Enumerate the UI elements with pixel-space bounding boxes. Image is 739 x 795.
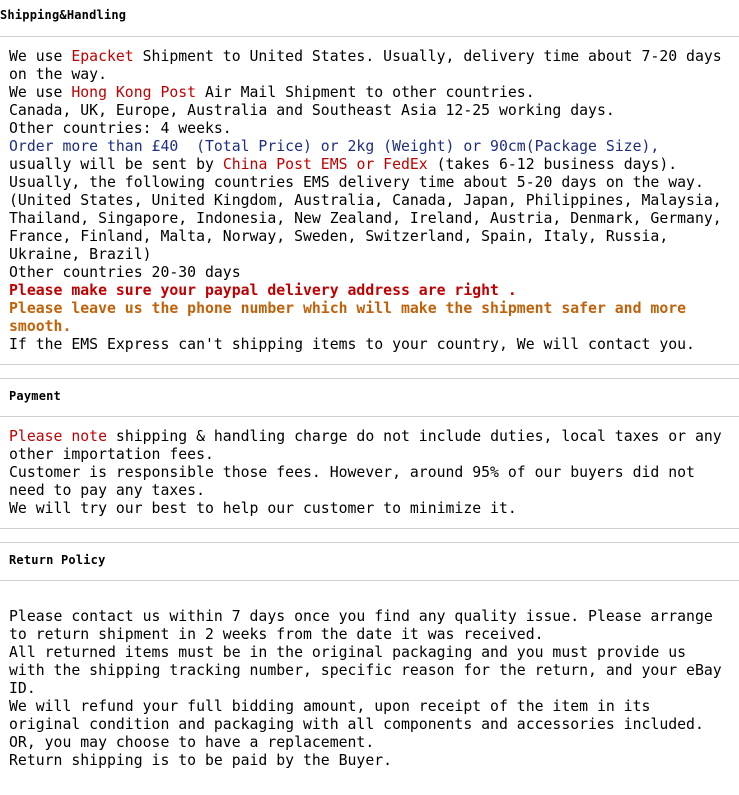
text-line	[9, 644, 733, 662]
shipping-title-divider	[0, 36, 739, 37]
text-line	[9, 48, 733, 66]
text-segment: need to pay any taxes.	[9, 482, 205, 499]
text-line	[9, 446, 733, 464]
text-line	[9, 246, 733, 264]
text-segment: OR, you may choose to have a replacement.	[9, 734, 375, 751]
payment-top-divider	[0, 378, 739, 379]
payment-title-divider	[0, 416, 739, 417]
payment-end-divider	[0, 528, 739, 529]
text-segment: with the shipping tracking number, specific reason for the return, and your eBay	[9, 662, 722, 679]
text-segment: (takes 6-12 business days).	[427, 156, 678, 173]
text-line	[9, 282, 733, 300]
text-segment: Order more than £40 (Total Price) or 2kg (Weight) or 90cm(Package Size),	[9, 138, 660, 155]
text-segment: China Post EMS or FedEx	[222, 156, 428, 173]
text-segment: smooth.	[9, 318, 72, 335]
text-segment: Please make sure your paypal delivery address are right .	[9, 282, 517, 299]
text-segment: Canada, UK, Europe, Australia and Southeast Asia 12-25 working days.	[9, 102, 615, 119]
text-line	[9, 716, 733, 734]
text-segment: Epacket	[71, 48, 134, 65]
text-segment: usually will be sent by	[9, 156, 223, 173]
text-line	[9, 608, 733, 626]
text-segment: Shipment to United States. Usually, delivery time about 7-20 days	[133, 48, 722, 65]
payment-text-block	[9, 428, 733, 518]
text-segment: We use	[9, 84, 72, 101]
returns-section-title: Return Policy	[9, 553, 106, 567]
text-line	[9, 138, 733, 156]
text-line	[9, 680, 733, 698]
text-segment: on the way.	[9, 66, 107, 83]
text-line	[9, 336, 733, 354]
text-line	[9, 84, 733, 102]
text-segment: If the EMS Express can't shipping items to your country, We will contact you.	[9, 336, 695, 353]
text-segment: Hong Kong Post	[71, 84, 197, 101]
text-line	[9, 300, 733, 318]
payment-section-title: Payment	[9, 389, 61, 403]
text-segment: France, Finland, Malta, Norway, Sweden, Switzerland, Spain, Italy, Russia,	[9, 228, 669, 245]
text-line	[9, 120, 733, 138]
text-line	[9, 482, 733, 500]
text-segment: Customer is responsible those fees. However, around 95% of our buyers did not	[9, 464, 695, 481]
text-segment: Air Mail Shipment to other countries.	[196, 84, 535, 101]
text-line	[9, 626, 733, 644]
text-segment: Please contact us within 7 days once you find any quality issue. Please arrange	[9, 608, 713, 625]
text-segment: All returned items must be in the original packaging and you must provide us	[9, 644, 687, 661]
shipping-section-title: Shipping&Handling	[0, 8, 127, 22]
text-line	[9, 734, 733, 752]
text-line	[9, 428, 733, 446]
text-line	[9, 698, 733, 716]
text-segment: Please note	[9, 428, 107, 445]
text-line	[9, 210, 733, 228]
text-segment: Usually, the following countries EMS delivery time about 5-20 days on the way.	[9, 174, 704, 191]
text-segment: original condition and packaging with all components and accessories included.	[9, 716, 704, 733]
text-line	[9, 66, 733, 84]
text-line	[9, 156, 733, 174]
text-line	[9, 174, 733, 192]
text-line	[9, 264, 733, 282]
text-line	[9, 464, 733, 482]
text-segment: ID.	[9, 680, 36, 697]
text-line	[9, 500, 733, 518]
text-line	[9, 752, 733, 770]
text-segment: shipping & handling charge do not include duties, local taxes or any	[107, 428, 722, 445]
text-segment: Please leave us the phone number which will make the shipment safer and more	[9, 300, 687, 317]
text-segment: We will refund your full bidding amount, upon receipt of the item in its	[9, 698, 651, 715]
returns-text-block	[9, 608, 733, 770]
text-line	[9, 662, 733, 680]
text-segment: Ukraine, Brazil)	[9, 246, 152, 263]
text-segment: We will try our best to help our customer to minimize it.	[9, 500, 517, 517]
text-segment: Other countries 20-30 days	[9, 264, 241, 281]
shipping-text-block	[9, 48, 733, 354]
text-segment: Other countries: 4 weeks.	[9, 120, 232, 137]
shipping-end-divider	[0, 364, 739, 365]
returns-top-divider	[0, 542, 739, 543]
text-segment: Return shipping is to be paid by the Buyer.	[9, 752, 393, 769]
text-line	[9, 228, 733, 246]
text-line	[9, 192, 733, 210]
text-segment: (United States, United Kingdom, Australia, Canada, Japan, Philippines, Malaysia,	[9, 192, 722, 209]
text-segment: Thailand, Singapore, Indonesia, New Zealand, Ireland, Austria, Denmark, Germany,	[9, 210, 722, 227]
text-segment: other importation fees.	[9, 446, 214, 463]
text-line	[9, 102, 733, 120]
returns-title-divider	[0, 580, 739, 581]
text-line	[9, 318, 733, 336]
text-segment: to return shipment in 2 weeks from the date it was received.	[9, 626, 544, 643]
text-segment: We use	[9, 48, 72, 65]
